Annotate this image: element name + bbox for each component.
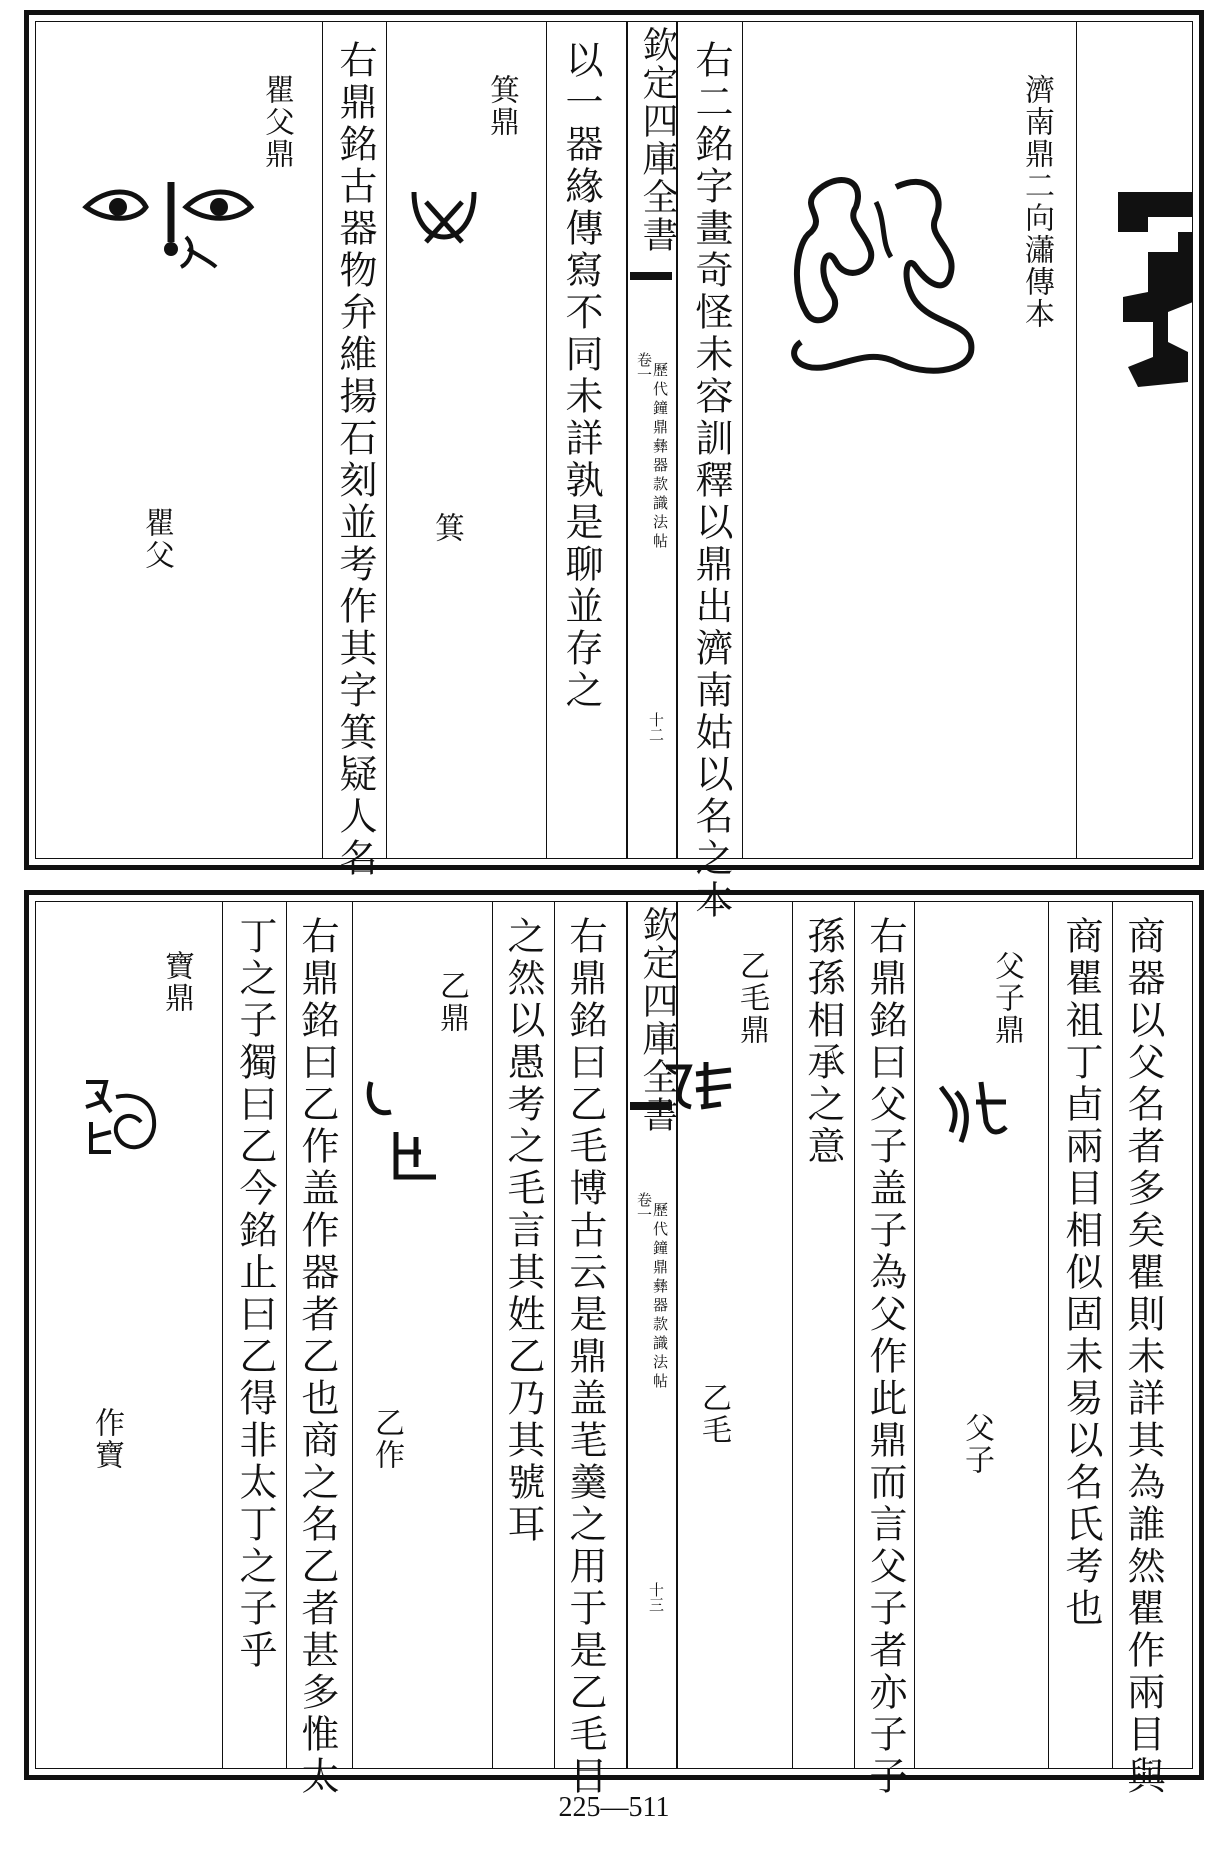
commentary-line-2: 以一器緣傳寫不同未詳孰是聊並存之 (559, 40, 603, 712)
yimao-commentary-1: 右鼎銘曰乙毛博古云是鼎盖芼羹之用于是乙毛目 (563, 916, 607, 1798)
yi-reading: 乙作 (369, 1407, 404, 1471)
yi-commentary-1: 右鼎銘曰乙作盖作器者乙也商之名乙者甚多惟太 (295, 916, 339, 1798)
fuzi-inscription-glyph (931, 1072, 1011, 1152)
bao-reading: 作寶 (89, 1407, 124, 1471)
spine-volume: 卷一 (635, 1192, 653, 1222)
fuzi-commentary-2: 孫孫相承之意 (801, 916, 845, 1168)
ding-title-ji: 箕鼎 (484, 74, 519, 138)
top-inner-frame (35, 21, 1193, 922)
column-rule (1048, 902, 1049, 1768)
spine-book-title: 歷代鐘鼎彝器款識法帖 (651, 1202, 669, 1392)
page-number: 225—511 (558, 1792, 670, 1823)
center-spine (626, 902, 678, 1768)
ding-title-yi: 乙鼎 (434, 970, 469, 1034)
spine-volume: 卷一 (635, 352, 653, 382)
top-page-panel (24, 10, 1204, 922)
spine-title: 欽定四庫全書 (637, 26, 678, 254)
column-rule (554, 902, 555, 1768)
bottom-page-panel (24, 890, 1204, 1798)
commentary-line-b: 商瞿祖丁卣兩目相似固未易以名氏考也 (1059, 916, 1103, 1630)
column-rule (854, 902, 855, 1768)
yimao-reading: 乙毛 (696, 1382, 731, 1446)
ji-commentary: 右鼎銘古器物弁維揚石刻並考作其字箕疑人名 (333, 40, 377, 880)
ding-title-jinan: 濟南鼎二向瀟傳本 (1019, 74, 1054, 330)
yi-inscription-glyph (361, 1072, 441, 1192)
column-rule (386, 22, 387, 858)
center-spine (626, 22, 678, 858)
spine-page-number: 十二 (647, 712, 665, 742)
bao-inscription-glyph (76, 1072, 166, 1162)
fuzi-commentary-1: 右鼎銘曰父子盖子為父作此鼎而言父子者亦子子 (863, 916, 907, 1798)
ding-title-bao: 寶鼎 (159, 950, 194, 1014)
column-rule (546, 22, 547, 858)
column-rule (492, 902, 493, 1768)
inscription-fragment-glyph (1108, 172, 1198, 402)
yimao-commentary-2: 之然以愚考之毛言其姓乙乃其號耳 (501, 916, 545, 1546)
spine-title: 欽定四庫全書 (637, 906, 678, 1134)
ding-title-yimao: 乙毛鼎 (734, 950, 769, 1046)
ding-title-qufu: 瞿父鼎 (259, 74, 294, 170)
bottom-inner-frame (35, 901, 1193, 1798)
column-rule (792, 902, 793, 1768)
jinan-inscription-glyph (776, 162, 986, 382)
ji-reading: 箕 (429, 512, 464, 544)
column-rule (352, 902, 353, 1768)
spine-fishtail-mark (630, 272, 672, 304)
column-rule (914, 902, 915, 1768)
column-rule (286, 902, 287, 1768)
yi-commentary-2: 丁之子獨曰乙今銘止曰乙得非太丁之子乎 (233, 916, 277, 1672)
column-rule (742, 22, 743, 858)
spine-fishtail-mark (630, 1102, 672, 1134)
column-rule (322, 22, 323, 858)
fuzi-reading: 父子 (959, 1412, 994, 1476)
ding-title-fuzi: 父子鼎 (989, 950, 1024, 1046)
qufu-inscription-glyph (76, 167, 256, 277)
ji-inscription-glyph (404, 172, 484, 262)
column-rule (1076, 22, 1077, 858)
qufu-reading: 瞿父 (139, 507, 174, 571)
column-rule (1112, 902, 1113, 1768)
column-rule (222, 902, 223, 1768)
spine-page-number: 十三 (647, 1582, 665, 1612)
commentary-line-a: 商器以父名者多矣瞿則未詳其為誰然瞿作兩目與 (1121, 916, 1165, 1798)
commentary-line-1: 右二銘字畫奇怪未容訓釋以鼎出濟南姑以名之本 (689, 40, 733, 922)
spine-book-title: 歷代鐘鼎彝器款識法帖 (651, 362, 669, 552)
